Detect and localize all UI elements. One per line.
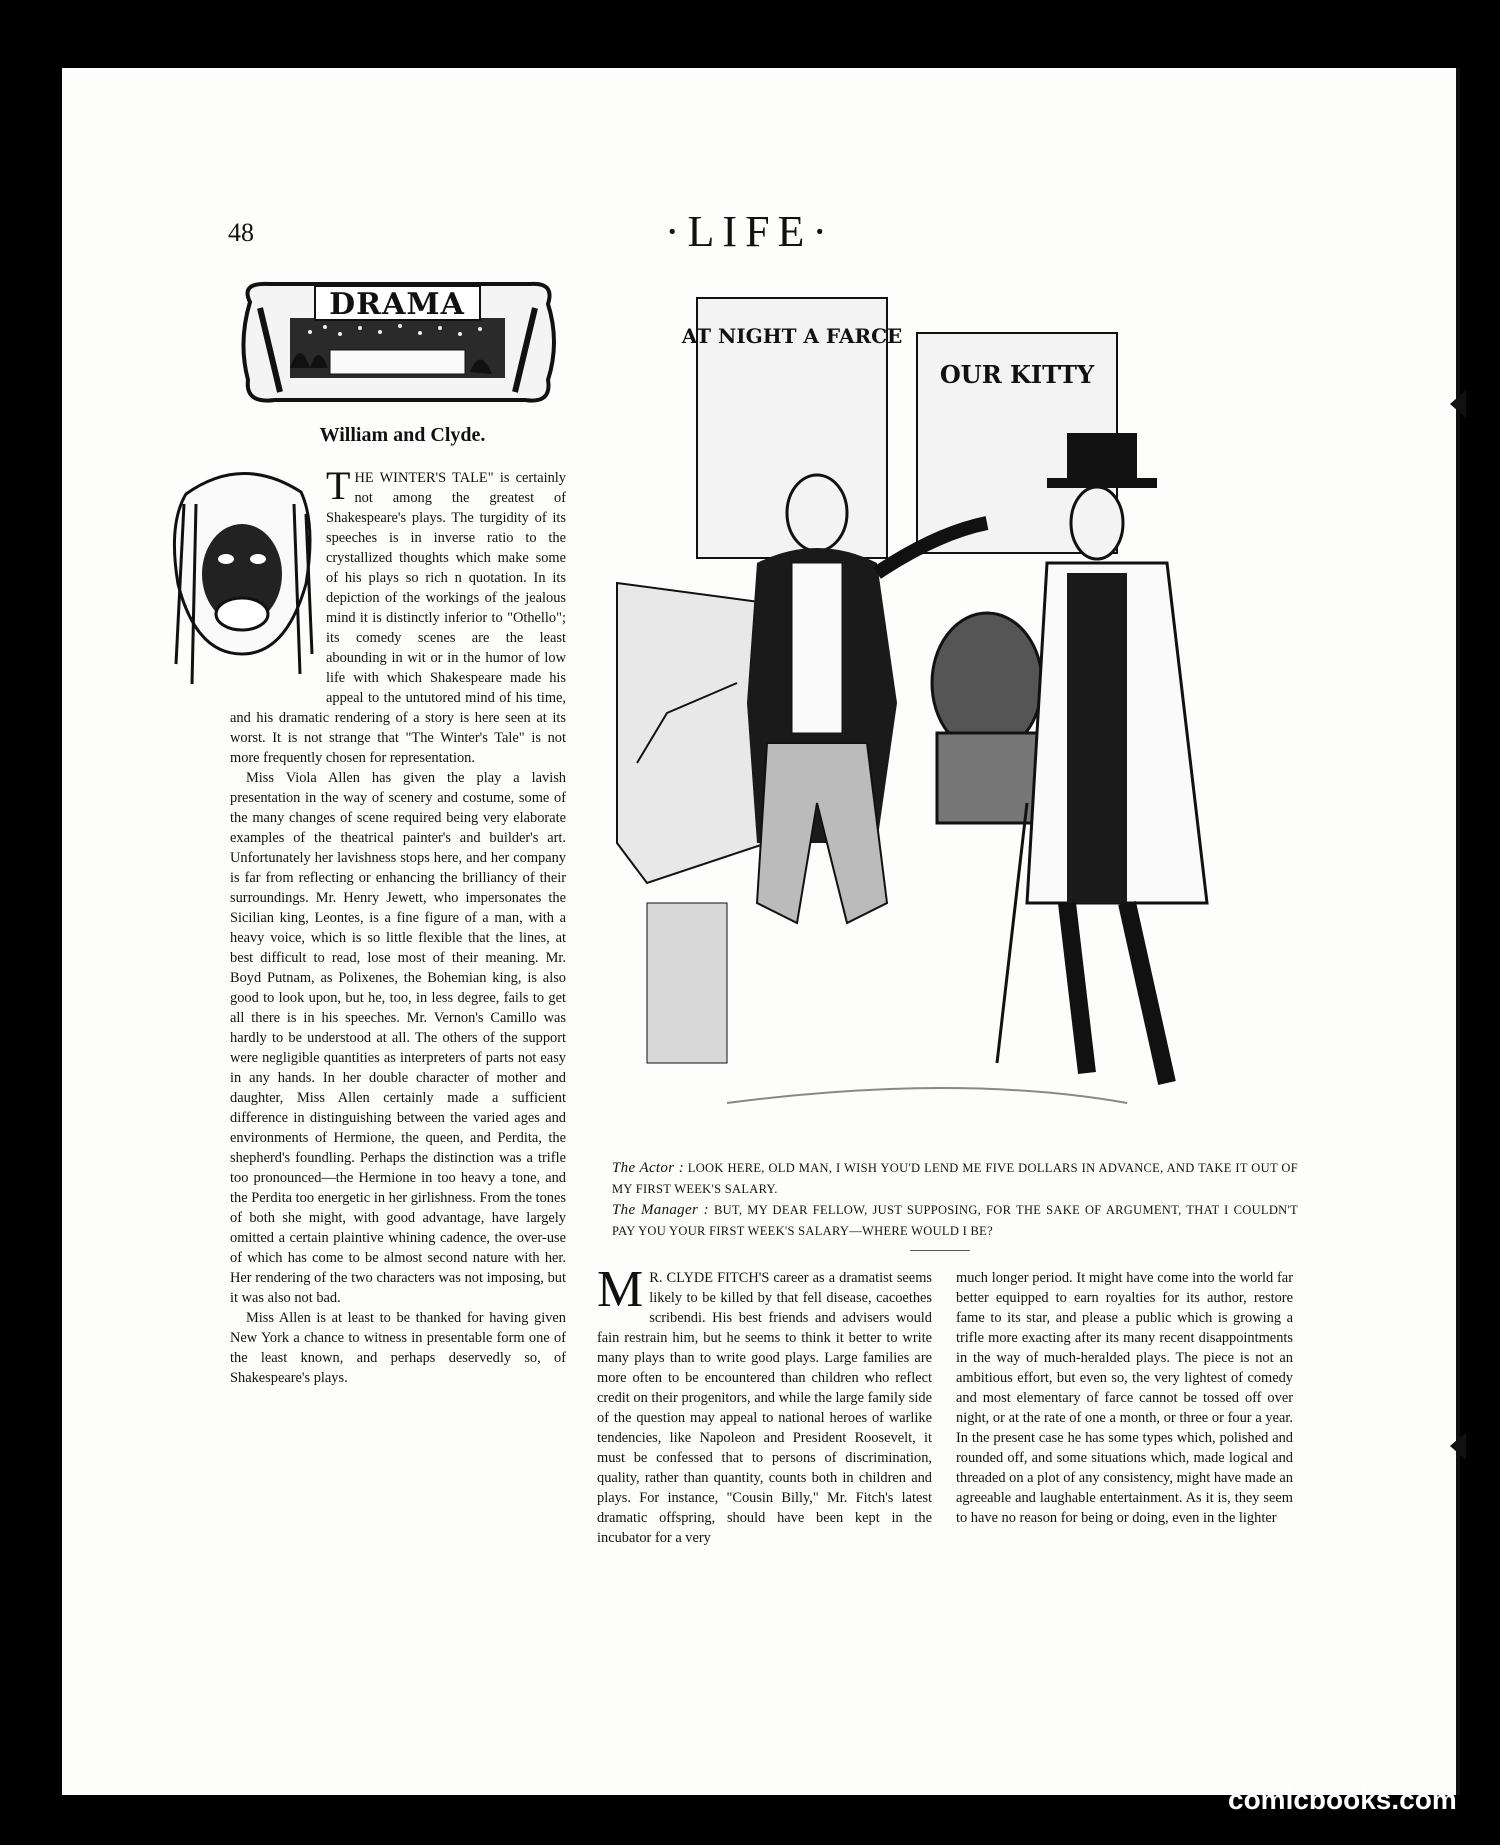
masthead-label: DRAMA bbox=[329, 287, 465, 322]
tragedy-mask-illustration bbox=[166, 464, 318, 696]
caption-speaker-manager: The Manager : bbox=[612, 1202, 709, 1218]
page-edge-tab bbox=[1450, 390, 1466, 418]
left-column-paragraph-3: Miss Allen is at least to be thanked for having given New York a chance to witness in presentable form one of the least known, and perhaps deservedly so, of Shakespeare's plays. bbox=[230, 1310, 566, 1386]
left-column-paragraph-2: Miss Viola Allen has given the play a lavish presentation in the way of scenery and costume, some of the many changes of scene required being very elaborate examples of the theatrical painter's and builder's art. Unfortunately her lavishness stops here, and her company is far from reflecting or enhancing the brilliancy of their surroundings. Mr. Henry Jewett, who impersonates the Sicilian king, Leontes, is a fine figure of a man, with a heavy voice, which is so little flexible that the lines, at best difficult to read, lose most of their meaning. Mr. Boyd Putnam, as Polixenes, the Bohemian king, is also good to look upon, but he, too, in less degree, fails to get all there is in his speeches. Mr. Vernon's Camillo was hardly to be understood at all. The others of the support were negligible quantities as interpreters of parts not easy in any hands. In her double character of mother and daughter, Miss Allen certainly made a sufficient difference in distinguishing between the varied ages and environments of Hermione, the queen, and Perdita, the shepherd's foundling. Perhaps the distinction was a trifle too pronounced—the Hermione in too heavy a tone, and the Perdita too energetic in her girlishness. From the tones of both she might, with good advantage, have largely omitted a certain plaintive whining cadence, the over-use of which has come to be almost second nature with her. Her rendering of the two characters was not imposing, but it was also not bad. bbox=[230, 770, 566, 1306]
magazine-title: ·LIFE· bbox=[664, 207, 836, 256]
drama-masthead bbox=[230, 272, 565, 414]
caption-speaker-actor: The Actor : bbox=[612, 1160, 685, 1176]
poster-left: AT NIGHT A FARCE bbox=[681, 324, 903, 348]
cartoon-caption bbox=[612, 1158, 1298, 1242]
dropcap-t: T bbox=[326, 463, 351, 508]
caption-line-actor: LOOK HERE, OLD MAN, I WISH YOU'D LEND ME FIVE DOLLARS IN ADVANCE, AND TAKE IT OUT OF MY FIRST WEEK'S SALARY. bbox=[612, 1161, 1298, 1196]
article-title: William and Clyde. bbox=[319, 424, 486, 446]
caption-line-manager: BUT, MY DEAR FELLOW, JUST SUPPOSING, FOR THE SAKE OF ARGUMENT, THAT I COULDN'T PAY YOU YOUR FIRST WEEK'S SALARY—WHERE WOULD I BE? bbox=[612, 1203, 1298, 1238]
cartoon-illustration bbox=[607, 283, 1307, 1145]
dropcap-m: M bbox=[597, 1261, 644, 1318]
article-column-middle bbox=[597, 1261, 932, 1548]
watermark: comicbooks.com bbox=[1228, 1784, 1457, 1815]
middle-column-text: R. CLYDE FITCH'S career as a dramatist seems likely to be killed by that fell disease, cacoethes scribendi. His best friends and advisers would fain restrain him, but he seems to think it better to write many plays than to write good plays. Large families are more often to be encountered than children who reflect credit on their progenitors, and while the large family side of the question may appeal to national heroes of warlike tendencies, like Napoleon and President Roosevelt, it must be confessed that to persons of discrimination, quality, rather than quantity, counts both in children and plays. For instance, "Cousin Billy," Mr. Fitch's latest dramatic offspring, should have been kept in the incubator for a very bbox=[597, 1270, 932, 1546]
page-number: 48 bbox=[228, 218, 254, 247]
poster-right: OUR KITTY bbox=[939, 360, 1095, 389]
right-column-text: much longer period. It might have come into the world far better equipped to earn royalties for its author, restore fame to its star, and please a public which is growing a trifle more exacting after its many recent disappointments in the way of much-heralded plays. The piece is not an ambitious effort, but even so, the very lightest of comedy and most elementary of farce cannot be tossed off over night, or at the rate of one a month, or three or four a year. In the present case he has some types which, polished and rounded off, and some situations which, made logical and threaded on a plot of any consistency, might have made an agreeable and laughable entertainment. As it is, they seem to have no reason for being or doing, even in the lighter bbox=[956, 1270, 1293, 1526]
page-binding-line bbox=[1456, 68, 1460, 1795]
page-edge-tab bbox=[1450, 1432, 1466, 1460]
article-column-right bbox=[956, 1268, 1293, 1528]
article-column-left bbox=[230, 463, 566, 1388]
left-column-opening: HE WINTER'S TALE" is certainly not among the greatest of Shakespeare's plays. The turgidity of its speeches is in inverse ratio to the crystallized thoughts which make some of his plays so rich n quotation. In its depiction of the workings of the jealous mind it is distinctly inferior to "Othello"; its comedy scenes are the least abounding in wit or in the humor of low life with which Shakespeare made his appeal to the untutored mind of his time, and his dramatic rendering of a story is here seen at its worst. It is not strange that "The Winter's Tale" is not more frequently chosen for representation. bbox=[230, 470, 566, 766]
caption-divider bbox=[910, 1250, 970, 1251]
